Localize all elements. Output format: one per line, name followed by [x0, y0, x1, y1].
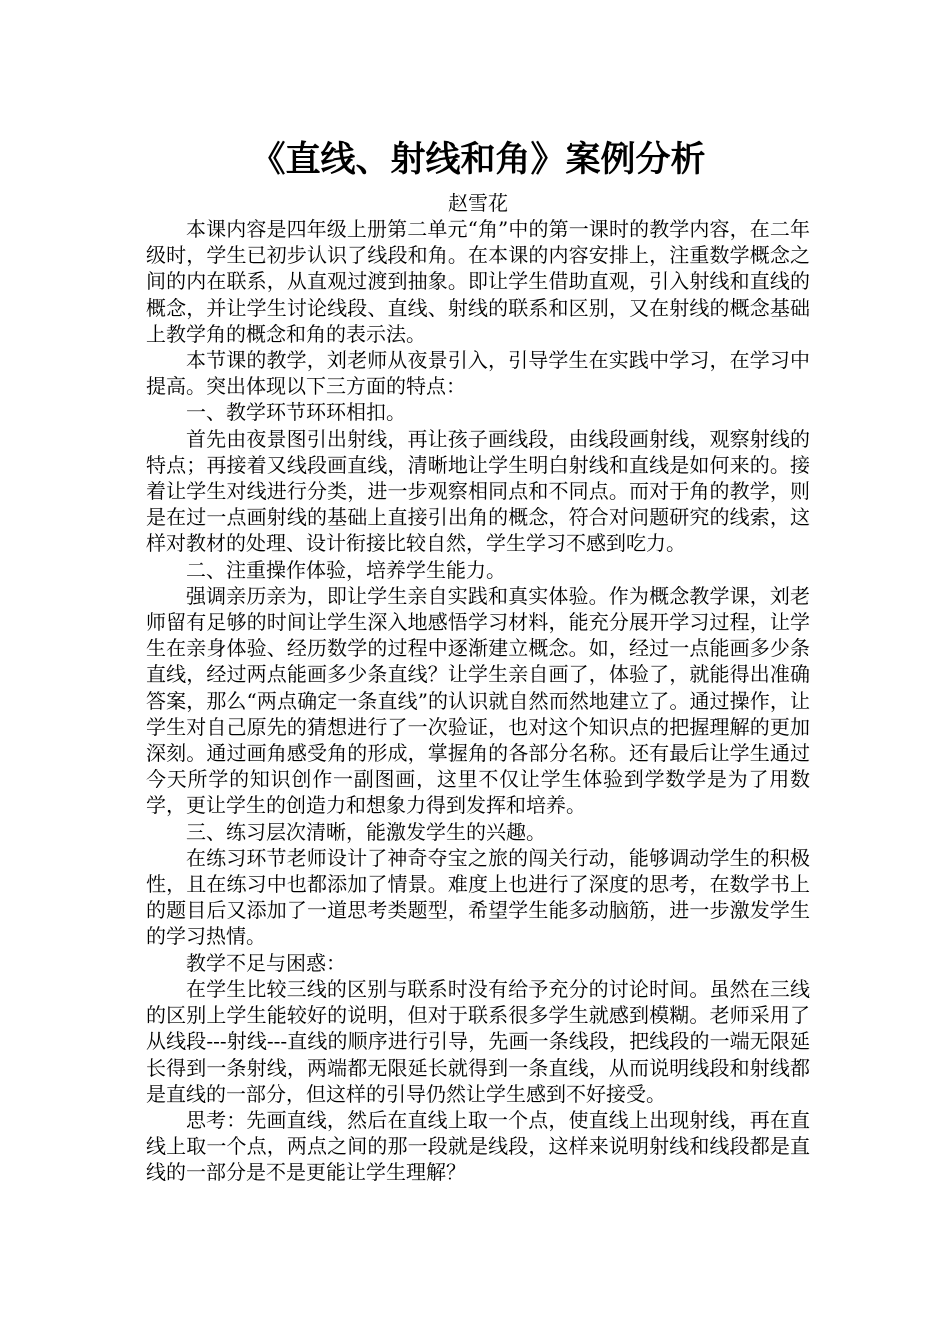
paragraph-shortcomings: 在学生比较三线的区别与联系时没有给予充分的讨论时间。虽然在三线的区别上学生能较好的说明，但对于联系很多学生就感到模糊。老师采用了从线段---射线---直线的顺序进行引导，先画一条线段，把线段的一端无限延长得到一条射线，两端都无限延长就得到一条直线，从而说明线段和射线都是直线的一部分，但这样的引导仍然让学生感到不好接受。 — [146, 976, 810, 1106]
document-author: 赵雪花 — [448, 191, 508, 215]
heading-point-one: 一、教学环节环环相扣。 — [186, 400, 406, 425]
paragraph-point-three: 在练习环节老师设计了神奇夺宝之旅的闯关行动，能够调动学生的积极性，且在练习中也都添加了情景。难度上也进行了深度的思考，在数学书上的题目后又添加了一道思考类题型，希望学生能多动脑筋，进一步激发学生的学习热情。 — [146, 845, 810, 949]
paragraph-reflection: 思考：先画直线，然后在直线上取一个点，使直线上出现射线，再在直线上取一个点，两点之间的那一段就是线段，这样来说明射线和线段都是直线的一部分是不是更能让学生理解？ — [146, 1107, 810, 1185]
paragraph-overview: 本节课的教学，刘老师从夜景引入，引导学生在实践中学习，在学习中提高。突出体现以下三方面的特点： — [146, 348, 810, 399]
paragraph-point-two: 强调亲历亲为，即让学生亲自实践和真实体验。作为概念教学课，刘老师留有足够的时间让学生深入地感悟学习材料，能充分展开学习过程，让学生在亲身体验、经历数学的过程中逐渐建立概念。如，经过一点能画多少条直线，经过两点能画多少条直线？让学生亲自画了，体验了，就能得出准确答案，那么“两点确定一条直线”的认识就自然而然地建立了。通过操作，让学生对自己原先的猜想进行了一次验证，也对这个知识点的把握理解的更加深刻。通过画角感受角的形成，掌握角的各部分名称。还有最后让学生通过今天所学的知识创作一副图画，这里不仅让学生体验到学数学是为了用数学，更让学生的创造力和想象力得到发挥和培养。 — [146, 583, 810, 818]
document-page — [146, 118, 810, 1186]
heading-shortcomings: 教学不足与困惑： — [186, 950, 346, 975]
heading-point-two: 二、注重操作体验，培养学生能力。 — [186, 557, 506, 582]
document-title: 《直线、射线和角》案例分析 — [250, 140, 706, 180]
heading-point-three: 三、练习层次清晰，能激发学生的兴趣。 — [186, 819, 546, 844]
paragraph-intro: 本课内容是四年级上册第二单元“角”中的第一课时的教学内容，在二年级时，学生已初步认识了线段和角。在本课的内容安排上，注重数学概念之间的内在联系，从直观过渡到抽象。即让学生借助直观，引入射线和直线的概念，并让学生讨论线段、直线、射线的联系和区别，又在射线的概念基础上教学角的概念和角的表示法。 — [146, 217, 810, 346]
paragraph-point-one: 首先由夜景图引出射线，再让孩子画线段，由线段画射线，观察射线的特点；再接着又线段画直线，清晰地让学生明白射线和直线是如何来的。接着让学生对线进行分类，进一步观察相同点和不同点。而对于角的教学，则是在过一点画射线的基础上直接引出角的概念，符合对问题研究的线索，这样对教材的处理、设计衔接比较自然，学生学习不感到吃力。 — [146, 426, 810, 556]
